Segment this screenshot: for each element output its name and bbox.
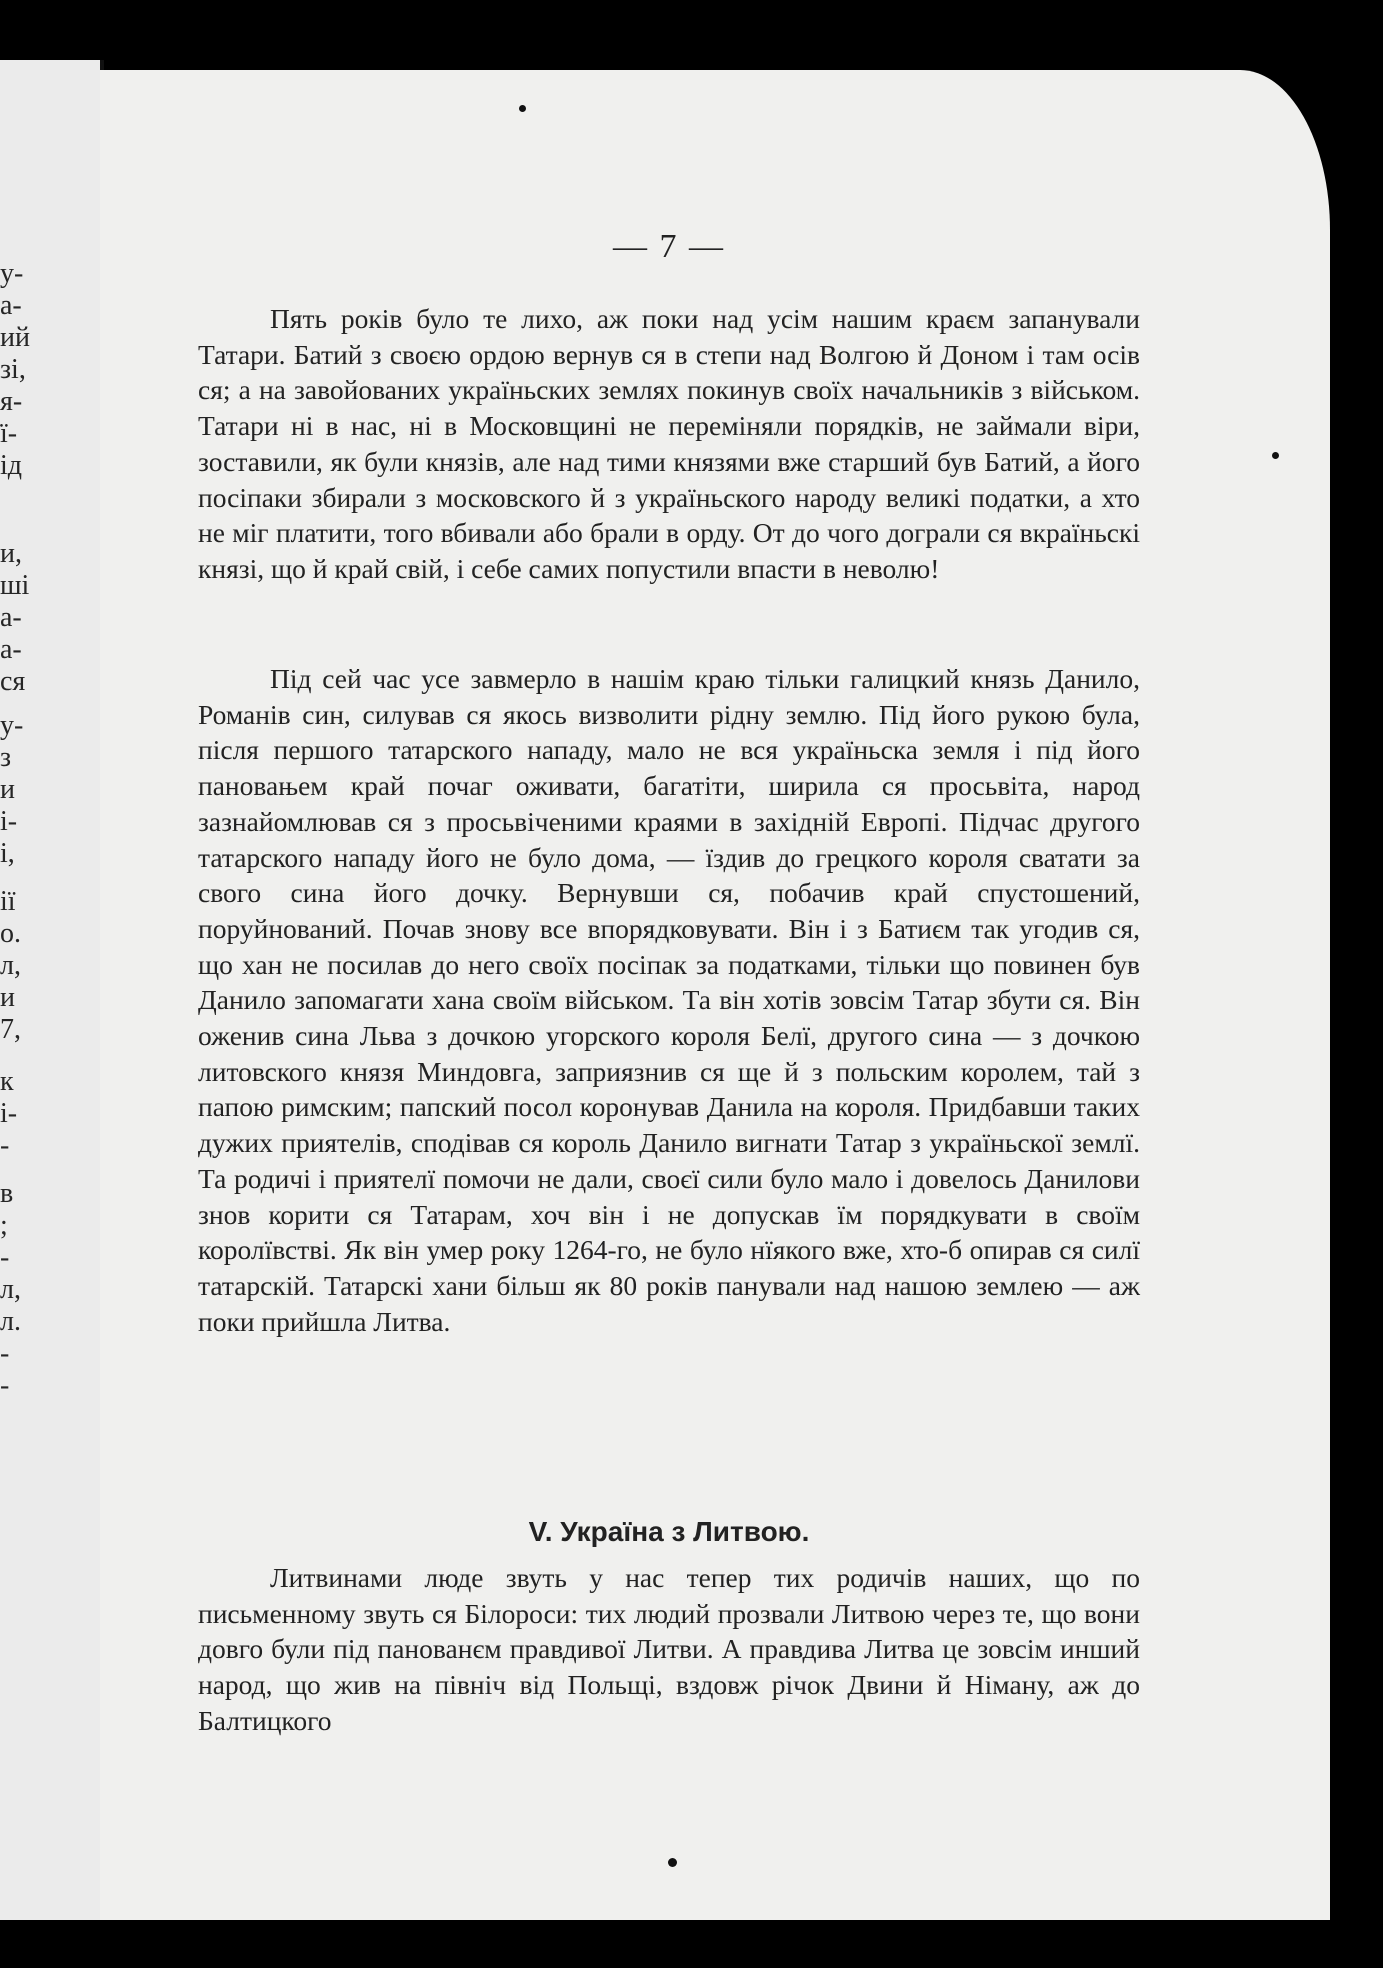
left-page-fragment: л. <box>0 1306 21 1337</box>
left-page-fragment: ий <box>0 322 30 353</box>
left-page-fragment: ї- <box>0 418 18 449</box>
paragraph-3: Литвинами люде звуть у нас тепер тих родичів наших, що по письменному звуть ся Білороси: тих людий прозвали Литвою через те, що вони довго були під панованєм правдивої Литви. А правдива Литва це зовсім инший народ, що жив на північ від Польщі, вздовж річок Двини й Німану, аж до Балтицкого <box>198 1562 1140 1736</box>
left-page-fragment: у- <box>0 710 24 741</box>
left-page-fragment: а- <box>0 602 22 633</box>
left-page-fragment: ся <box>0 666 26 697</box>
left-page-fragment: а- <box>0 290 22 321</box>
left-page-fragment: 7, <box>0 1014 21 1045</box>
left-page-fragment: и <box>0 982 15 1013</box>
left-page-fragment: - <box>0 1242 10 1273</box>
left-page-fragment: і- <box>0 1098 18 1129</box>
left-page-fragment: я- <box>0 386 23 417</box>
left-page-fragment: ; <box>0 1210 8 1241</box>
left-page-fragment: ід <box>0 450 23 481</box>
left-page-fragment: і, <box>0 838 15 869</box>
speck-bottom <box>668 1858 677 1867</box>
left-page-fragment: з <box>0 742 12 773</box>
left-page-edge <box>0 60 104 1920</box>
left-page-fragment: л, <box>0 950 21 981</box>
paragraph-2: Під сей час усе завмерло в нашім краю тільки галицкий князь Данило, Романів син, силував ся якось визволити рідну землю. Під його рукою була, після першого татарского нападу, мало не вся україньска земля і під його пановањем край почаг оживати, багатіти, ширила ся просьвіта, народ зазнайомлював ся з просьвіченими краями в західній Европі. Підчас другого татарского нападу його не було дома, — їздив до грецкого короля сватати за свого сина його дочку. Вернувши ся, побачив край спустошений, поруйнований. Почав знову все впорядковувати. Він і з Батиєм так угодив ся, що хан не посилав до него своїх посіпак за податками, тільки що повинен був Данило запомагати хана своїм військом. Та він хотів зовсім Татар збути ся. Він оженив сина Льва з дочкою угорского короля Белї, другого сина — з дочкою литовского князя Миндовга, заприязнив ся ще й з польским королем, тай з папою римским; папский посол коронував Данила на короля. Придбавши таких дужих приятелів, сподівав ся король Данило вигнати Татар з україньскої землї. Та родичі і приятелї помочи не дали, своєї сили було мало і довелось Данилови знов корити ся Татарам, хоч він і не допускав їм порядкувати в своїм королївстві. Як він умер року 1264-го, не було нїякого вже, хто-б опирав ся силї татарскій. Татарскі хани більш як 80 років панували над нашою землею — аж поки прийшла Литва. <box>198 663 1140 1337</box>
left-page-fragment: зі, <box>0 354 26 385</box>
left-page-fragment: і- <box>0 806 18 837</box>
left-page-fragment: - <box>0 1338 10 1369</box>
speck-right <box>1272 452 1279 459</box>
left-page-fragment: к <box>0 1066 14 1097</box>
left-page-fragment: ші <box>0 570 30 601</box>
left-page-fragment: у- <box>0 258 24 289</box>
left-page-fragment: и, <box>0 538 22 569</box>
left-page-fragment: - <box>0 1130 10 1161</box>
left-page-fragment: л, <box>0 1274 21 1305</box>
page-number: — 7 — <box>613 228 725 265</box>
speck-top <box>519 105 526 112</box>
paragraph-1: Пять років було те лихо, аж поки над усім нашим краєм запанували Татари. Батий з своєю ордою вернув ся в степи над Волгою й Доном і там осів ся; а на завойованих україньских землях покинув своїх начальників з військом. Татари ні в нас, ні в Московщині не переміняли порядків, не займали віри, зоставили, як були князів, але над тими князями вже старший був Батий, а його посіпаки збирали з московского й з україньского народу великі податки, а хто не міг платити, того вбивали або брали в орду. От до чого дограли ся вкраїньскі князі, що й край свій, і себе самих попустили впасти в неволю! <box>198 303 1140 584</box>
left-page-fragment: ії <box>0 886 16 917</box>
left-page-fragment: о. <box>0 918 21 949</box>
left-page-fragment: и <box>0 774 15 805</box>
left-page-fragment: в <box>0 1178 14 1209</box>
left-page-fragment: а- <box>0 634 22 665</box>
left-page-fragment: - <box>0 1370 10 1401</box>
section-heading: V. Україна з Литвою. <box>528 1516 810 1547</box>
page <box>100 70 1330 1920</box>
